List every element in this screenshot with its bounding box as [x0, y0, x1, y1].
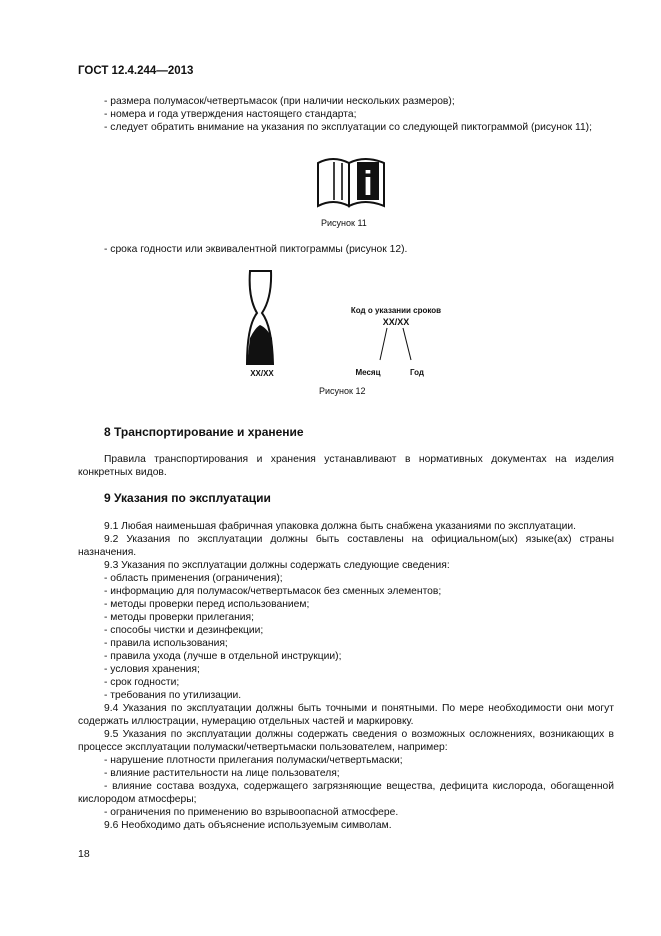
- list-item: - нарушение плотности прилегания полумаски/четвертьмаски;: [104, 755, 403, 766]
- paragraph: 9.3 Указания по эксплуатации должны содержать следующие сведения:: [104, 560, 450, 571]
- list-item: - правила ухода (лучше в отдельной инструкции);: [104, 651, 342, 662]
- list-item: - следует обратить внимание на указания по эксплуатации со следующей пиктограммой (рисунок 11);: [104, 122, 592, 133]
- code-value: XX/XX: [382, 317, 410, 327]
- list-item: - срока годности или эквивалентной пиктограммы (рисунок 12).: [104, 244, 408, 255]
- list-item: - способы чистки и дезинфекции;: [104, 625, 264, 636]
- shelf-life-item-block: [78, 243, 614, 256]
- list-item: - правила использования;: [104, 638, 228, 649]
- paragraph: 9.1 Любая наименьшая фабричная упаковка должна быть снабжена указаниями по эксплуатации.: [104, 521, 576, 532]
- info-glyph: i: [363, 165, 373, 203]
- list-item: - ограничения по применению во взрывоопасной атмосфере.: [104, 807, 399, 818]
- figure-12-caption: Рисунок 12: [319, 386, 366, 396]
- section-8-body: [78, 453, 614, 479]
- hourglass-label: XX/XX: [250, 369, 274, 378]
- paragraph: 9.2 Указания по эксплуатации должны быть составлены на официальном(ых) языке(ах) страны назначения.: [78, 534, 614, 558]
- date-code-diagram: [338, 303, 458, 381]
- section-8-title: 8 Транспортирование и хранение: [104, 425, 304, 439]
- info-book-icon: [315, 151, 387, 209]
- month-label: Месяц: [355, 368, 381, 377]
- list-item: - условия хранения;: [104, 664, 200, 675]
- section-9-title: 9 Указания по эксплуатации: [104, 491, 271, 505]
- intro-list: [78, 95, 614, 134]
- list-item: - размера полумасок/четвертьмасок (при наличии нескольких размеров);: [104, 96, 455, 107]
- list-item: - информацию для полумасок/четвертьмасок без сменных элементов;: [104, 586, 442, 597]
- code-title: Код о указании сроков: [350, 306, 442, 315]
- list-item: - методы проверки перед использованием;: [104, 599, 310, 610]
- list-item: - методы проверки прилегания;: [104, 612, 254, 623]
- list-item: - область применения (ограничения);: [104, 573, 283, 584]
- page-number: 18: [78, 848, 90, 860]
- section-9-body: [78, 520, 614, 832]
- list-item: - требования по утилизации.: [104, 690, 242, 701]
- standard-header: ГОСТ 12.4.244—2013: [78, 65, 194, 77]
- list-item: - номера и года утверждения настоящего стандарта;: [104, 109, 357, 120]
- hourglass-icon: [242, 268, 284, 380]
- paragraph: Правила транспортирования и хранения устанавливают в нормативных документах на изделия конкретных видов.: [78, 454, 614, 478]
- paragraph: 9.4 Указания по эксплуатации должны быть точными и понятными. По мере необходимости они могут содержать иллюстрации, нумерацию отдельных частей и маркировку.: [78, 703, 614, 727]
- list-item: - срок годности;: [104, 677, 180, 688]
- paragraph: 9.6 Необходимо дать объяснение используемым символам.: [104, 820, 392, 831]
- figure-11-caption: Рисунок 11: [321, 218, 367, 228]
- year-label: Год: [410, 368, 424, 377]
- list-item: - влияние растительности на лице пользователя;: [104, 768, 340, 779]
- paragraph: 9.5 Указания по эксплуатации должны содержать сведения о возможных осложнениях, возникающих в процессе эксплуатации полумаски/четвертьмаски пользователем, например:: [78, 729, 614, 753]
- list-item: - влияние состава воздуха, содержащего загрязняющие вещества, дефицита кислорода, обогащенной кислородом атмосферы;: [78, 781, 614, 805]
